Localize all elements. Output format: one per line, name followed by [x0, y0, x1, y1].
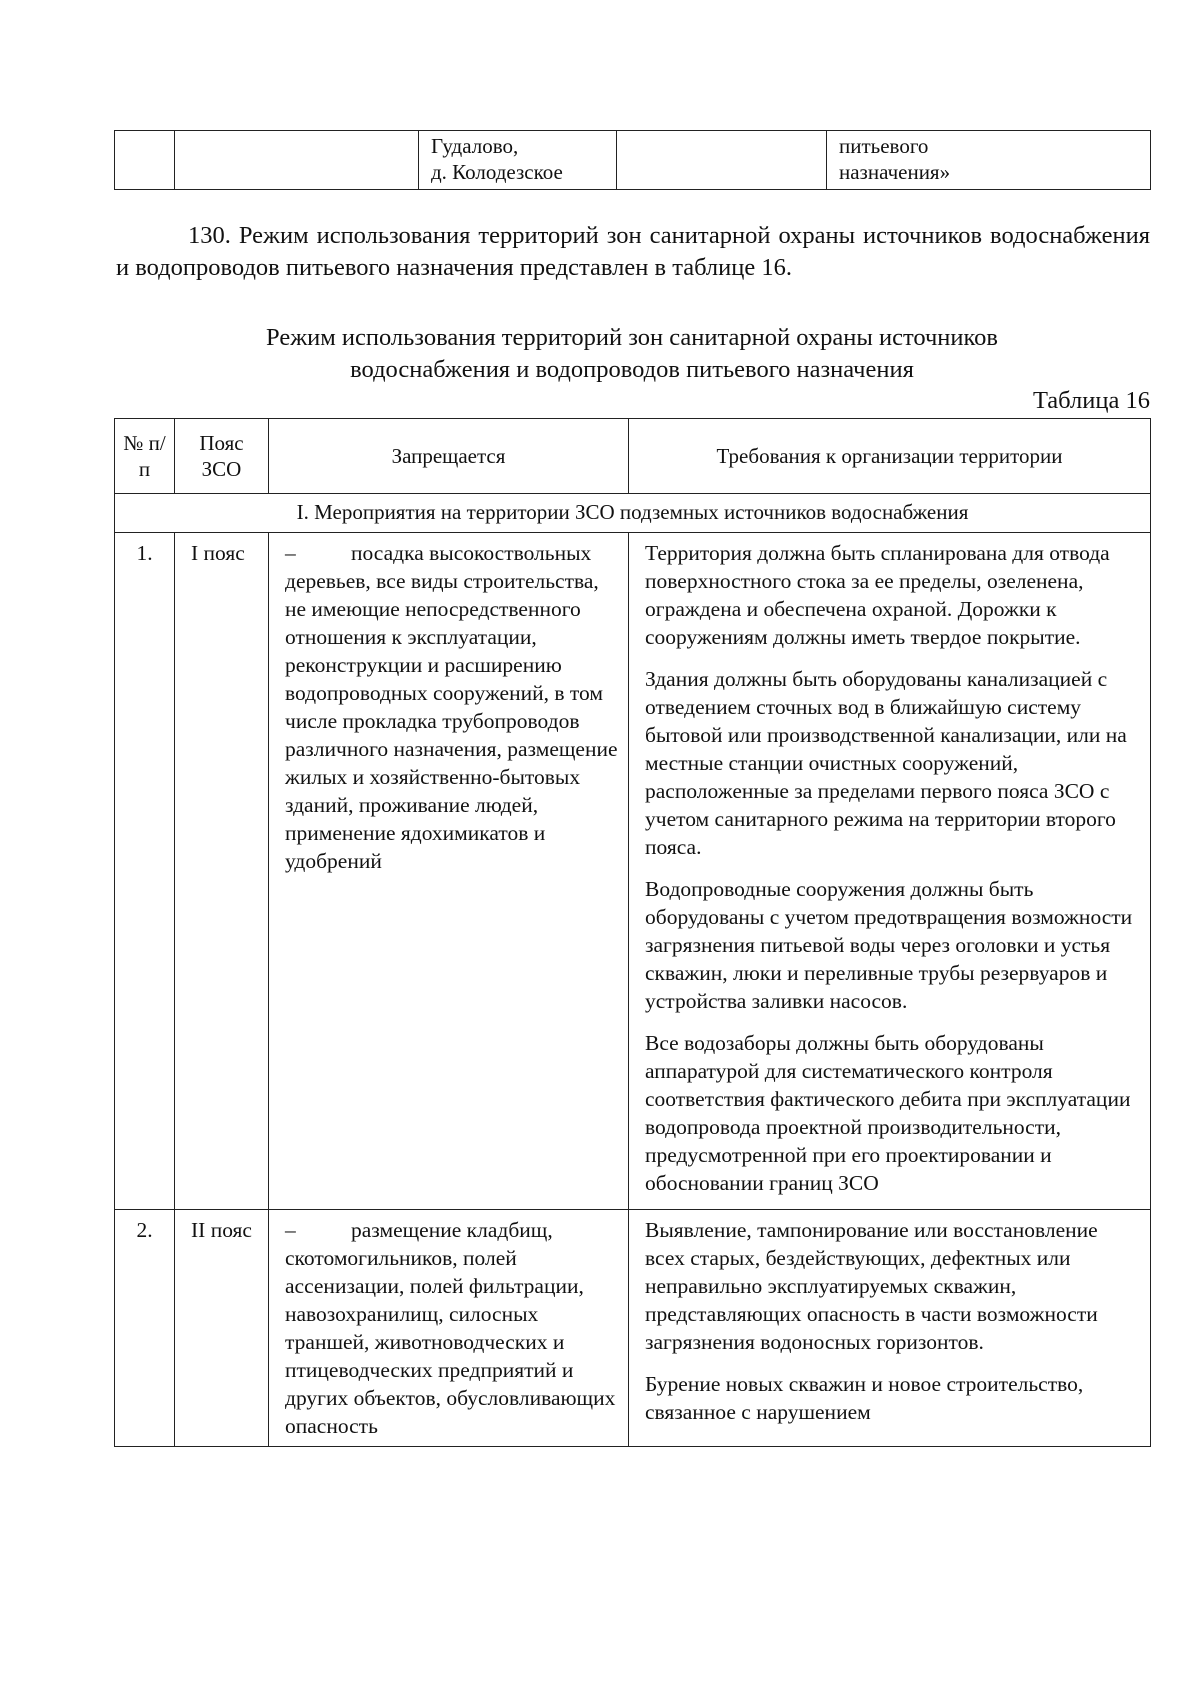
row-requirements: [629, 533, 1151, 1210]
header-num: № п/п: [115, 419, 175, 494]
cell-line: Гудалово,: [431, 134, 519, 158]
forbidden-text: размещение кладбищ, скотомогильников, полей ассенизации, полей фильтрации, навозохранилищ, силосных траншей, животноводческих и птицеводческих предприятий и других объектов, обусловливающих опасность: [285, 1218, 616, 1438]
row-forbidden: [269, 1210, 629, 1447]
cell-line: питьевого: [839, 134, 929, 158]
requirement-paragraph: Все водозаборы должны быть оборудованы аппаратурой для систематического контроля соответствия фактического дебита при эксплуатации водопровода проектной производительности, предусмотренной при его проектировании и обосновании границ ЗСО: [645, 1031, 1131, 1195]
row-zone: I пояс: [175, 533, 269, 1210]
table-row: [115, 533, 1151, 1210]
row-zone: II пояс: [175, 1210, 269, 1447]
requirement-paragraph: Здания должны быть оборудованы канализацией с отведением сточных вод в ближайшую систему бытовой или производственной канализации, или на местные станции очистных сооружений, расположенные за пределами первого пояса ЗСО с учетом санитарного режима на территории второго пояса.: [645, 667, 1127, 859]
requirement-paragraph: Бурение новых скважин и новое строительство, связанное с нарушением: [645, 1372, 1084, 1424]
table-row: [115, 131, 1151, 190]
requirement-paragraph: Территория должна быть спланирована для отвода поверхностного стока за ее пределы, озеленена, ограждена и обеспечена охраной. Дорожки к сооружениям должны иметь твердое покрытие.: [645, 541, 1110, 649]
table-number: Таблица 16: [1032, 387, 1150, 414]
table-title-line: водоснабжения и водопроводов питьевого назначения: [350, 356, 914, 383]
table-cell: [115, 131, 175, 190]
dash-mark: –: [285, 541, 296, 565]
table-cell: [175, 131, 419, 190]
section-title: I. Мероприятия на территории ЗСО подземных источников водоснабжения: [115, 494, 1151, 533]
table-title: [114, 322, 1150, 386]
zso-regime-table: [114, 418, 1151, 1447]
continuation-table: [114, 130, 1151, 190]
table-cell: [617, 131, 827, 190]
row-number: 2.: [115, 1210, 175, 1447]
header-forbidden: Запрещается: [269, 419, 629, 494]
row-requirements: [629, 1210, 1151, 1447]
cell-line: назначения»: [839, 160, 951, 184]
row-number: 1.: [115, 533, 175, 1210]
cell-line: д. Колодезское: [431, 160, 563, 184]
paragraph-130: 130. Режим использования территорий зон санитарной охраны источников водоснабжения и водопроводов питьевого назначения представлен в таблице 16.: [116, 222, 1150, 281]
requirement-paragraph: Выявление, тампонирование или восстановление всех старых, бездействующих, дефектных или неправильно эксплуатируемых скважин, представляющих опасность в части возможности загрязнения водоносных горизонтов.: [645, 1218, 1098, 1354]
table-row: [115, 1210, 1151, 1447]
row-forbidden: [269, 533, 629, 1210]
header-zone: Пояс ЗСО: [175, 419, 269, 494]
section-row: [115, 494, 1151, 533]
table-cell: [827, 131, 1151, 190]
table-title-line: Режим использования территорий зон санитарной охраны источников: [266, 324, 998, 351]
dash-mark: –: [285, 1218, 296, 1242]
header-requirements: Требования к организации территории: [629, 419, 1151, 494]
requirement-paragraph: Водопроводные сооружения должны быть оборудованы с учетом предотвращения возможности загрязнения питьевой воды через оголовки и устья скважин, люки и переливные трубы резервуаров и устройства заливки насосов.: [645, 877, 1133, 1013]
forbidden-text: посадка высокоствольных деревьев, все виды строительства, не имеющие непосредственного отношения к эксплуатации, реконструкции и расширению водопроводных сооружений, в том числе прокладка трубопроводов различного назначения, размещение жилых и хозяйственно-бытовых зданий, проживание людей, применение ядохимикатов и удобрений: [285, 541, 618, 873]
table-header-row: [115, 419, 1151, 494]
table-cell: [419, 131, 617, 190]
